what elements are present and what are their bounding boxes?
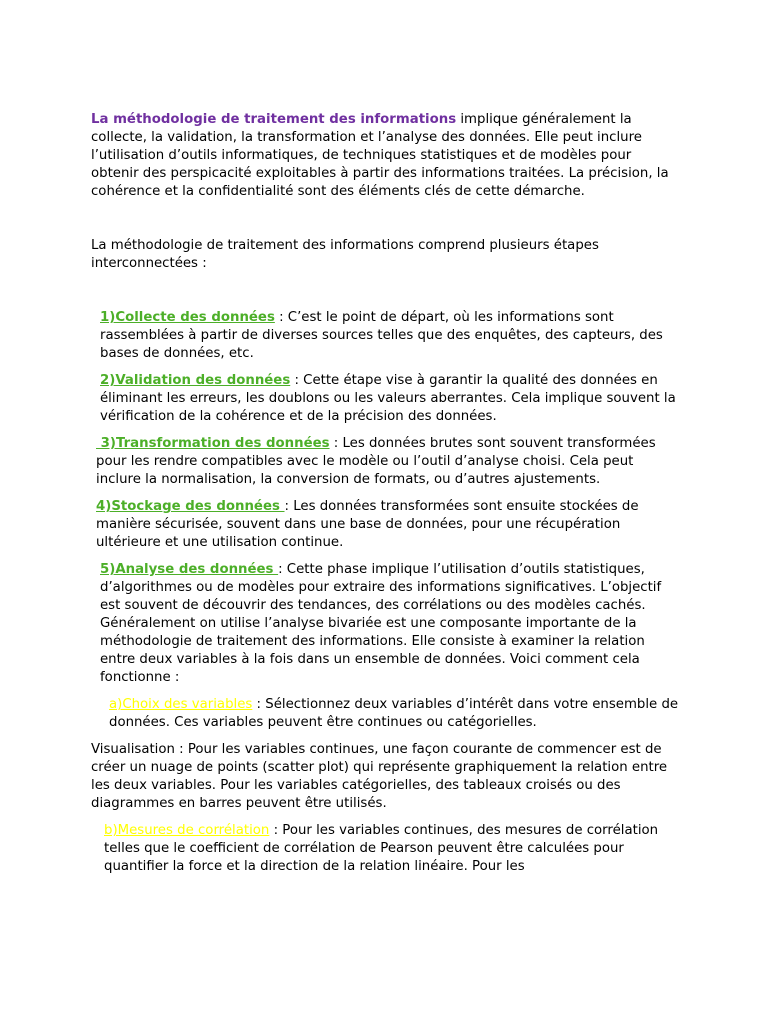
substep-mesures xyxy=(91,822,679,876)
substep-text: : Sélectionnez deux variables d’intérêt dans votre ensemble de données. Ces variables peuvent être continues ou catégorielles. xyxy=(109,697,679,730)
step-heading: 1)Collecte des données xyxy=(100,310,275,325)
substep-text: : Pour les variables continues, des mesures de corrélation telles que le coefficient de corrélation de Pearson peuvent être calculées pour quantifier la force et la direction de la relation linéaire. Pour les xyxy=(104,823,659,874)
substep-choix xyxy=(91,696,679,732)
step-heading: 3)Transformation des données xyxy=(96,436,330,451)
step-text: : Les données brutes sont souvent transformées pour les rendre compatibles avec le modèle ou l’outil d’analyse choisi. Cela peut inclure la normalisation, la conversion de formats, ou d’autres ajustements. xyxy=(96,436,656,487)
step-validation xyxy=(91,372,679,426)
intro-paragraph xyxy=(91,111,679,201)
step-text: : Les données transformées sont ensuite stockées de manière sécurisée, souvent dans une base de données, pour une récupération ultérieure et une utilisation continue. xyxy=(96,499,639,550)
visualisation-paragraph: Visualisation : Pour les variables continues, une façon courante de commencer est de créer un nuage de points (scatter plot) qui représente graphiquement la relation entre les deux variables. Pour les variables catégorielles, des tableaux croisés ou des diagrammes en barres peuvent être utilisés. xyxy=(91,742,668,811)
step-heading: 2)Validation des données xyxy=(100,373,291,388)
step-stockage xyxy=(91,498,679,552)
intro-text: implique généralement la collecte, la validation, la transformation et l’analyse des données. Elle peut inclure l’utilisation d’outils informatiques, de techniques statistiques et de modèles pour obtenir des perspicacité exploitables à partir des informations traitées. La précision, la cohérence et la confidentialité sont des éléments clés de cette démarche. xyxy=(91,112,669,199)
substep-heading: a)Choix des variables xyxy=(109,697,253,712)
step-text: : Cette étape vise à garantir la qualité des données en éliminant les erreurs, les doublons ou les valeurs aberrantes. Cela implique souvent la vérification de la cohérence et de la précision des données. xyxy=(100,373,676,424)
substep-heading: b)Mesures de corrélation xyxy=(104,823,270,838)
step-text: : C’est le point de départ, où les informations sont rassemblées à partir de diverses sources telles que des enquêtes, des capteurs, des bases de données, etc. xyxy=(100,310,663,361)
intro-lead: La méthodologie de traitement des informations xyxy=(91,112,457,127)
document-body xyxy=(91,111,679,885)
summary-paragraph: La méthodologie de traitement des informations comprend plusieurs étapes interconnectées : xyxy=(91,238,599,271)
step-heading: 5)Analyse des données xyxy=(100,562,279,577)
step-analyse xyxy=(91,561,679,687)
step-collecte xyxy=(91,309,679,363)
step-text: : Cette phase implique l’utilisation d’outils statistiques, d’algorithmes ou de modèles pour extraire des informations significatives. L’objectif est souvent de découvrir des tendances, des corrélations ou des modèles cachés. Généralement on utilise l’analyse bivariée est une composante importante de la méthodologie de traitement des informations. Elle consiste à examiner la relation entre deux variables à la fois dans un ensemble de données. Voici comment cela fonctionne : xyxy=(100,562,662,685)
step-transformation xyxy=(91,435,679,489)
step-heading: 4)Stockage des données xyxy=(96,499,285,514)
